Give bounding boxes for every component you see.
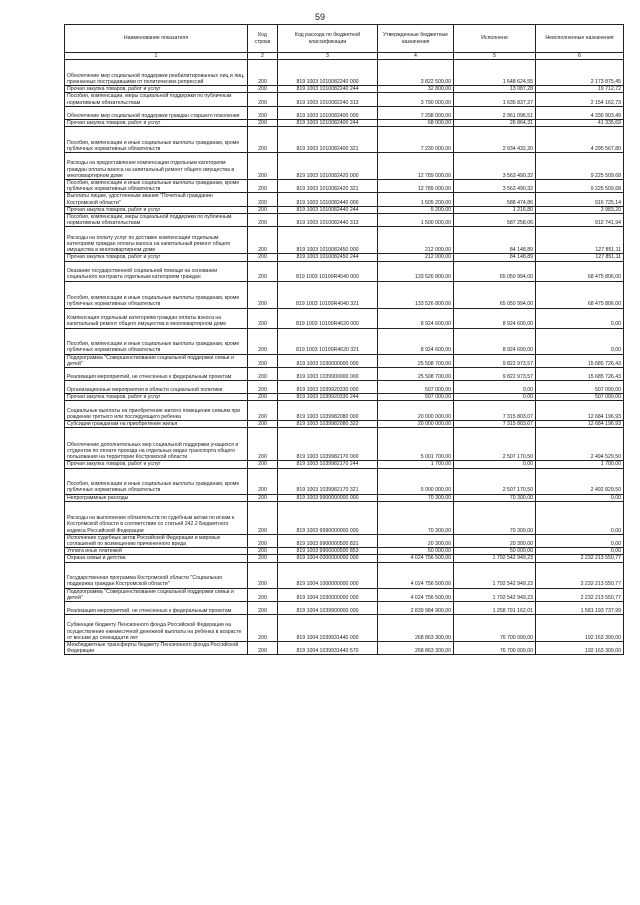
row-line-code: 200 (248, 501, 278, 534)
row-line-code: 200 (248, 534, 278, 547)
row-budget-code: 819 1004 1000000000 000 (278, 562, 378, 588)
row-executed-amount: 3 563 490,32 (454, 180, 536, 193)
row-budget-code: 819 1003 1039982080 322 (278, 421, 378, 428)
row-name: Расходы на предоставление компенсации отдельным категориям граждан оплаты взноса на капитальный ремонт общего имущества в многоквартирном доме (65, 153, 248, 180)
row-budget-code: 819 1003 1010082400 000 (278, 106, 378, 119)
row-executed-amount: 0,00 (454, 461, 536, 468)
row-approved-amount: 4 024 756 500,00 (378, 555, 454, 562)
budget-execution-table (64, 24, 624, 655)
table-row (65, 588, 624, 601)
row-budget-code: 819 1003 1010082440 000 (278, 193, 378, 206)
row-unexecuted-amount: 507 000,00 (536, 394, 624, 401)
row-executed-amount: 3 563 490,32 (454, 153, 536, 180)
column-number: 1 (65, 53, 248, 60)
row-executed-amount: 1 792 542 949,23 (454, 555, 536, 562)
row-name: Прочая закупка товаров, работ и услуг (65, 254, 248, 261)
table-body (65, 60, 624, 655)
row-unexecuted-amount: 0,00 (536, 308, 624, 328)
row-approved-amount: 507 000,00 (378, 381, 454, 394)
column-number: 6 (536, 53, 624, 60)
row-executed-amount: 9 822 973,57 (454, 354, 536, 367)
row-line-code: 200 (248, 214, 278, 227)
row-name: Пособия, компенсации и иные социальные выплаты гражданам, кроме публичных нормативных обязательств (65, 281, 248, 308)
row-executed-amount: 65 050 994,00 (454, 261, 536, 281)
row-unexecuted-amount: 1 581 193 737,99 (536, 602, 624, 615)
row-approved-amount: 212 000,00 (378, 227, 454, 254)
row-line-code: 200 (248, 180, 278, 193)
row-line-code: 200 (248, 227, 278, 254)
table-row (65, 193, 624, 206)
row-executed-amount: 7 315 803,07 (454, 401, 536, 421)
row-approved-amount: 12 789 000,00 (378, 180, 454, 193)
table-row (65, 180, 624, 193)
row-budget-code: 819 1003 10100R4620 321 (278, 328, 378, 354)
row-name: Реализация мероприятий, не отнесенных к федеральным проектам (65, 602, 248, 615)
row-name: Межбюджетные трансферты бюджету Пенсионного фонда Российской Федерации (65, 642, 248, 655)
row-name: Пособия, компенсации и иные социальные выплаты гражданам, кроме публичных нормативных обязательств (65, 328, 248, 354)
row-unexecuted-amount: 1 700,00 (536, 461, 624, 468)
column-number-row (65, 53, 624, 60)
row-line-code: 200 (248, 394, 278, 401)
row-name: Прочая закупка товаров, работ и услуг (65, 86, 248, 93)
row-line-code: 200 (248, 106, 278, 119)
row-unexecuted-amount: 127 851,11 (536, 254, 624, 261)
row-budget-code: 819 1003 1010082400 321 (278, 127, 378, 153)
row-unexecuted-amount: 41 335,69 (536, 119, 624, 126)
row-name: Прочая закупка товаров, работ и услуг (65, 394, 248, 401)
row-name: Охрана семьи и детства (65, 555, 248, 562)
row-approved-amount: 32 800,00 (378, 86, 454, 93)
row-approved-amount: 7 230 000,00 (378, 127, 454, 153)
row-line-code: 200 (248, 428, 278, 461)
row-name: Прочая закупка товаров, работ и услуг (65, 461, 248, 468)
table-row (65, 642, 624, 655)
row-approved-amount: 5 001 700,00 (378, 428, 454, 461)
column-number: 2 (248, 53, 278, 60)
table-row (65, 468, 624, 494)
row-line-code: 200 (248, 494, 278, 501)
row-unexecuted-amount: 68 475 806,00 (536, 281, 624, 308)
header-line-code: Код строки (248, 25, 278, 53)
row-executed-amount: 1 258 791 162,01 (454, 602, 536, 615)
row-unexecuted-amount: 4 295 567,80 (536, 127, 624, 153)
row-approved-amount: 20 300,00 (378, 534, 454, 547)
row-line-code: 200 (248, 86, 278, 93)
row-unexecuted-amount: 9 225 509,68 (536, 180, 624, 193)
table-row (65, 461, 624, 468)
row-budget-code: 819 1003 1010082440 244 (278, 206, 378, 213)
table-row (65, 206, 624, 213)
row-name: Субвенции бюджету Пенсионного фонда Российской Федерации на осуществление ежемесячной денежной выплаты на ребенка в возрасте от восьми до семнадцати лет (65, 615, 248, 642)
row-name: Оказание государственной социальной помощи на основании социального контракта отдельным категориям граждан (65, 261, 248, 281)
row-budget-code: 819 1003 10100R4040 321 (278, 281, 378, 308)
row-executed-amount: 70 300,00 (454, 501, 536, 534)
row-executed-amount: 84 148,89 (454, 254, 536, 261)
row-approved-amount: 1 500 000,00 (378, 214, 454, 227)
row-unexecuted-amount: 12 684 196,93 (536, 421, 624, 428)
row-budget-code: 819 1003 10100R4040 000 (278, 261, 378, 281)
column-number: 3 (278, 53, 378, 60)
row-unexecuted-amount: 192 163 300,00 (536, 642, 624, 655)
row-line-code: 200 (248, 193, 278, 206)
row-approved-amount: 4 024 756 500,00 (378, 588, 454, 601)
row-executed-amount: 9 822 973,57 (454, 368, 536, 381)
row-budget-code: 819 1003 1030000000 000 (278, 354, 378, 367)
header-budget-code: Код расхода по бюджетной классификации (278, 25, 378, 53)
row-approved-amount: 3 790 000,00 (378, 93, 454, 106)
row-name: Обеспечение дополнительных мер социальной поддержки учащихся и студентов по оплате проезда на отдельных видах транспорта общего пользования на территории Костромской области (65, 428, 248, 461)
row-executed-amount: 70 300,00 (454, 494, 536, 501)
row-approved-amount: 133 526 800,00 (378, 261, 454, 281)
row-approved-amount: 2 839 984 900,00 (378, 602, 454, 615)
row-line-code: 200 (248, 261, 278, 281)
row-unexecuted-amount: 2 232 213 550,77 (536, 588, 624, 601)
row-approved-amount: 12 789 000,00 (378, 153, 454, 180)
row-unexecuted-amount: 0,00 (536, 534, 624, 547)
row-approved-amount: 25 508 700,00 (378, 354, 454, 367)
table-row (65, 615, 624, 642)
row-line-code: 200 (248, 548, 278, 555)
row-approved-amount: 507 000,00 (378, 394, 454, 401)
table-row (65, 106, 624, 119)
row-line-code: 200 (248, 642, 278, 655)
row-budget-code: 819 1003 1039982170 244 (278, 461, 378, 468)
row-executed-amount: 2 961 096,51 (454, 106, 536, 119)
row-unexecuted-amount: 192 163 300,00 (536, 615, 624, 642)
row-unexecuted-amount: 15 685 726,43 (536, 354, 624, 367)
row-unexecuted-amount: 9 225 509,68 (536, 153, 624, 180)
row-line-code: 200 (248, 281, 278, 308)
row-executed-amount: 2 934 432,20 (454, 127, 536, 153)
row-name: Организационные мероприятия в области социальной политики (65, 381, 248, 394)
row-line-code: 200 (248, 421, 278, 428)
row-line-code: 200 (248, 562, 278, 588)
row-budget-code: 819 1003 1010082450 000 (278, 227, 378, 254)
row-line-code: 200 (248, 127, 278, 153)
row-line-code: 200 (248, 588, 278, 601)
row-line-code: 200 (248, 119, 278, 126)
row-executed-amount: 0,00 (454, 394, 536, 401)
row-unexecuted-amount: 0,00 (536, 548, 624, 555)
row-unexecuted-amount: 2 173 875,45 (536, 60, 624, 86)
table-row (65, 261, 624, 281)
table-row (65, 368, 624, 381)
row-budget-code: 819 1003 1010082440 313 (278, 214, 378, 227)
row-line-code: 200 (248, 153, 278, 180)
row-unexecuted-amount: 507 000,00 (536, 381, 624, 394)
row-line-code: 200 (248, 468, 278, 494)
row-line-code: 200 (248, 381, 278, 394)
row-approved-amount: 20 000 000,00 (378, 421, 454, 428)
row-approved-amount: 212 000,00 (378, 254, 454, 261)
row-executed-amount: 1 216,80 (454, 206, 536, 213)
row-budget-code: 819 1003 1010082400 244 (278, 119, 378, 126)
row-budget-code: 819 1003 1010082240 313 (278, 93, 378, 106)
row-line-code: 200 (248, 368, 278, 381)
table-row (65, 421, 624, 428)
row-executed-amount: 1 792 542 949,23 (454, 588, 536, 601)
table-row (65, 401, 624, 421)
row-name: Социальные выплаты на приобретение жилого помещения семьям при рождении третьего или последующего ребенка (65, 401, 248, 421)
table-row (65, 354, 624, 367)
table-row (65, 254, 624, 261)
row-name: Расходы на выполнение обязательств по судебным актам по искам к Костромской области в соответствии со статьей 242.2 Бюджетного кодекса Российской Федерации (65, 501, 248, 534)
row-name: Компенсация отдельным категориям граждан оплаты взноса на капитальный ремонт общего имущества в многоквартирном доме (65, 308, 248, 328)
table-row (65, 281, 624, 308)
row-budget-code: 819 1003 1010082240 244 (278, 86, 378, 93)
row-approved-amount: 4 024 756 500,00 (378, 562, 454, 588)
page-number: 59 (314, 12, 325, 22)
row-budget-code: 819 1003 9990000000 000 (278, 501, 378, 534)
row-line-code: 200 (248, 555, 278, 562)
header-executed: Исполнено (454, 25, 536, 53)
row-budget-code: 819 1003 9900000000 000 (278, 494, 378, 501)
row-name: Подпрограмма "Совершенствование социальной поддержки семьи и детей" (65, 588, 248, 601)
row-budget-code: 819 1003 1039920330 000 (278, 381, 378, 394)
row-approved-amount: 7 298 000,00 (378, 106, 454, 119)
row-unexecuted-amount: 19 712,72 (536, 86, 624, 93)
row-unexecuted-amount: 15 685 726,43 (536, 368, 624, 381)
row-unexecuted-amount: 3 983,20 (536, 206, 624, 213)
row-executed-amount: 13 087,28 (454, 86, 536, 93)
column-number: 5 (454, 53, 536, 60)
row-executed-amount: 20 300,00 (454, 534, 536, 547)
row-name: Пособия, компенсации, меры социальной поддержки по публичным нормативным обязательствам (65, 93, 248, 106)
row-line-code: 200 (248, 60, 278, 86)
row-approved-amount: 268 863 300,00 (378, 615, 454, 642)
header-approved: Утвержденные бюджетные назначения (378, 25, 454, 53)
row-executed-amount: 1 635 837,27 (454, 93, 536, 106)
row-approved-amount: 3 822 500,00 (378, 60, 454, 86)
row-unexecuted-amount: 2 154 162,73 (536, 93, 624, 106)
row-line-code: 200 (248, 602, 278, 615)
row-executed-amount: 8 924 600,00 (454, 328, 536, 354)
row-name: Непрограммные расходы (65, 494, 248, 501)
row-unexecuted-amount: 4 336 903,49 (536, 106, 624, 119)
row-name: Пособия, компенсации и иные социальные выплаты гражданам, кроме публичных нормативных обязательств (65, 468, 248, 494)
row-executed-amount: 65 050 994,00 (454, 281, 536, 308)
row-unexecuted-amount: 68 475 806,00 (536, 261, 624, 281)
table-row (65, 308, 624, 328)
row-unexecuted-amount: 2 492 829,50 (536, 468, 624, 494)
row-name: Прочая закупка товаров, работ и услуг (65, 119, 248, 126)
row-unexecuted-amount: 2 494 529,50 (536, 428, 624, 461)
row-unexecuted-amount: 12 684 196,93 (536, 401, 624, 421)
row-budget-code: 819 1003 9900000500 831 (278, 534, 378, 547)
table-row (65, 394, 624, 401)
column-number: 4 (378, 53, 454, 60)
row-budget-code: 819 1004 1039931440 000 (278, 615, 378, 642)
row-executed-amount: 1 792 542 949,23 (454, 562, 536, 588)
row-line-code: 200 (248, 308, 278, 328)
header-unexecuted: Неисполненные назначения (536, 25, 624, 53)
table-row (65, 93, 624, 106)
row-line-code: 200 (248, 254, 278, 261)
row-approved-amount: 20 000 000,00 (378, 401, 454, 421)
row-name: Обеспечение мер социальной поддержки граждан старшего поколения (65, 106, 248, 119)
row-executed-amount: 50 000,00 (454, 548, 536, 555)
row-executed-amount: 0,00 (454, 381, 536, 394)
row-approved-amount: 8 924 600,00 (378, 328, 454, 354)
row-budget-code: 819 1003 10100R4620 000 (278, 308, 378, 328)
row-approved-amount: 268 863 300,00 (378, 642, 454, 655)
row-executed-amount: 2 507 170,50 (454, 468, 536, 494)
row-budget-code: 819 1003 1039982170 321 (278, 468, 378, 494)
row-executed-amount: 588 474,86 (454, 193, 536, 206)
table-row (65, 381, 624, 394)
table-row (65, 214, 624, 227)
table-row (65, 60, 624, 86)
row-budget-code: 819 1003 1039982080 000 (278, 401, 378, 421)
table-row (65, 562, 624, 588)
row-budget-code: 819 1003 1010082420 000 (278, 153, 378, 180)
row-approved-amount: 25 508 700,00 (378, 368, 454, 381)
row-name: Выплаты лицам, удостоенным звания "Почетный гражданин Костромской области" (65, 193, 248, 206)
row-executed-amount: 76 700 000,00 (454, 642, 536, 655)
row-name: Обеспечение мер социальной поддержки реабилитированных лиц и лиц, признанных пострадавшими от политических репрессий (65, 60, 248, 86)
table-row (65, 227, 624, 254)
table-row (65, 534, 624, 547)
row-name: Пособия, компенсации и иные социальные выплаты гражданам, кроме публичных нормативных обязательств (65, 180, 248, 193)
row-executed-amount: 7 315 803,07 (454, 421, 536, 428)
row-budget-code: 819 1004 1039900000 000 (278, 602, 378, 615)
row-executed-amount: 1 648 624,55 (454, 60, 536, 86)
row-line-code: 200 (248, 401, 278, 421)
row-budget-code: 819 1003 1010082420 321 (278, 180, 378, 193)
row-approved-amount: 70 300,00 (378, 501, 454, 534)
row-budget-code: 819 1003 1039900000 000 (278, 368, 378, 381)
table-row (65, 153, 624, 180)
row-unexecuted-amount: 127 851,11 (536, 227, 624, 254)
row-name: Исполнение судебных актов Российской Федерации и мировых соглашений по возмещению причиненного вреда (65, 534, 248, 547)
table-row (65, 328, 624, 354)
table-row (65, 494, 624, 501)
row-unexecuted-amount: 2 232 213 550,77 (536, 555, 624, 562)
row-unexecuted-amount: 0,00 (536, 501, 624, 534)
row-name: Реализация мероприятий, не отнесенных к федеральным проектам (65, 368, 248, 381)
row-executed-amount: 76 700 000,00 (454, 615, 536, 642)
row-unexecuted-amount: 912 741,94 (536, 214, 624, 227)
table-row (65, 127, 624, 153)
row-executed-amount: 26 864,31 (454, 119, 536, 126)
row-budget-code: 819 1003 9900000500 853 (278, 548, 378, 555)
row-executed-amount: 587 258,06 (454, 214, 536, 227)
row-unexecuted-amount: 2 232 213 550,77 (536, 562, 624, 588)
table-row (65, 602, 624, 615)
row-approved-amount: 68 000,00 (378, 119, 454, 126)
row-approved-amount: 8 924 600,00 (378, 308, 454, 328)
row-line-code: 200 (248, 354, 278, 367)
row-name: Пособия, компенсации и иные социальные выплаты гражданам, кроме публичных нормативных обязательств (65, 127, 248, 153)
row-approved-amount: 50 000,00 (378, 548, 454, 555)
row-approved-amount: 1 700,00 (378, 461, 454, 468)
row-line-code: 200 (248, 615, 278, 642)
row-line-code: 200 (248, 461, 278, 468)
row-name: Подпрограмма "Совершенствование социальной поддержки семьи и детей" (65, 354, 248, 367)
row-budget-code: 819 1003 1039982170 000 (278, 428, 378, 461)
row-approved-amount: 133 526 800,00 (378, 281, 454, 308)
row-unexecuted-amount: 0,00 (536, 328, 624, 354)
row-approved-amount: 5 200,00 (378, 206, 454, 213)
header-indicator-name: Наименование показателя (65, 25, 248, 53)
row-budget-code: 819 1004 0000000000 000 (278, 555, 378, 562)
row-budget-code: 819 1004 1039931440 570 (278, 642, 378, 655)
header-row (65, 25, 624, 53)
row-budget-code: 819 1004 1030000000 000 (278, 588, 378, 601)
row-executed-amount: 2 507 170,50 (454, 428, 536, 461)
row-name: Уплата иных платежей (65, 548, 248, 555)
table-row (65, 119, 624, 126)
row-unexecuted-amount: 0,00 (536, 494, 624, 501)
table-row (65, 501, 624, 534)
row-line-code: 200 (248, 93, 278, 106)
row-name: Прочая закупка товаров, работ и услуг (65, 206, 248, 213)
table-row (65, 548, 624, 555)
row-name: Пособия, компенсации, меры социальной поддержки по публичным нормативным обязательствам (65, 214, 248, 227)
table-row (65, 86, 624, 93)
row-unexecuted-amount: 916 725,14 (536, 193, 624, 206)
row-approved-amount: 70 300,00 (378, 494, 454, 501)
row-budget-code: 819 1003 1010082240 000 (278, 60, 378, 86)
row-executed-amount: 8 924 600,00 (454, 308, 536, 328)
row-approved-amount: 1 505 200,00 (378, 193, 454, 206)
row-line-code: 200 (248, 328, 278, 354)
table-row (65, 428, 624, 461)
row-name: Субсидии гражданам на приобретение жилья (65, 421, 248, 428)
table-row (65, 555, 624, 562)
row-name: Расходы на оплату услуг по доставке компенсации отдельным категориям граждан оплаты взноса на капитальный ремонт общего имущества в многоквартирном доме (65, 227, 248, 254)
row-budget-code: 819 1003 1010082450 244 (278, 254, 378, 261)
row-executed-amount: 84 148,89 (454, 227, 536, 254)
row-approved-amount: 5 000 000,00 (378, 468, 454, 494)
row-budget-code: 819 1003 1039920330 244 (278, 394, 378, 401)
row-line-code: 200 (248, 206, 278, 213)
row-name: Государственная программа Костромской области "Социальная поддержка граждан Костромской области" (65, 562, 248, 588)
